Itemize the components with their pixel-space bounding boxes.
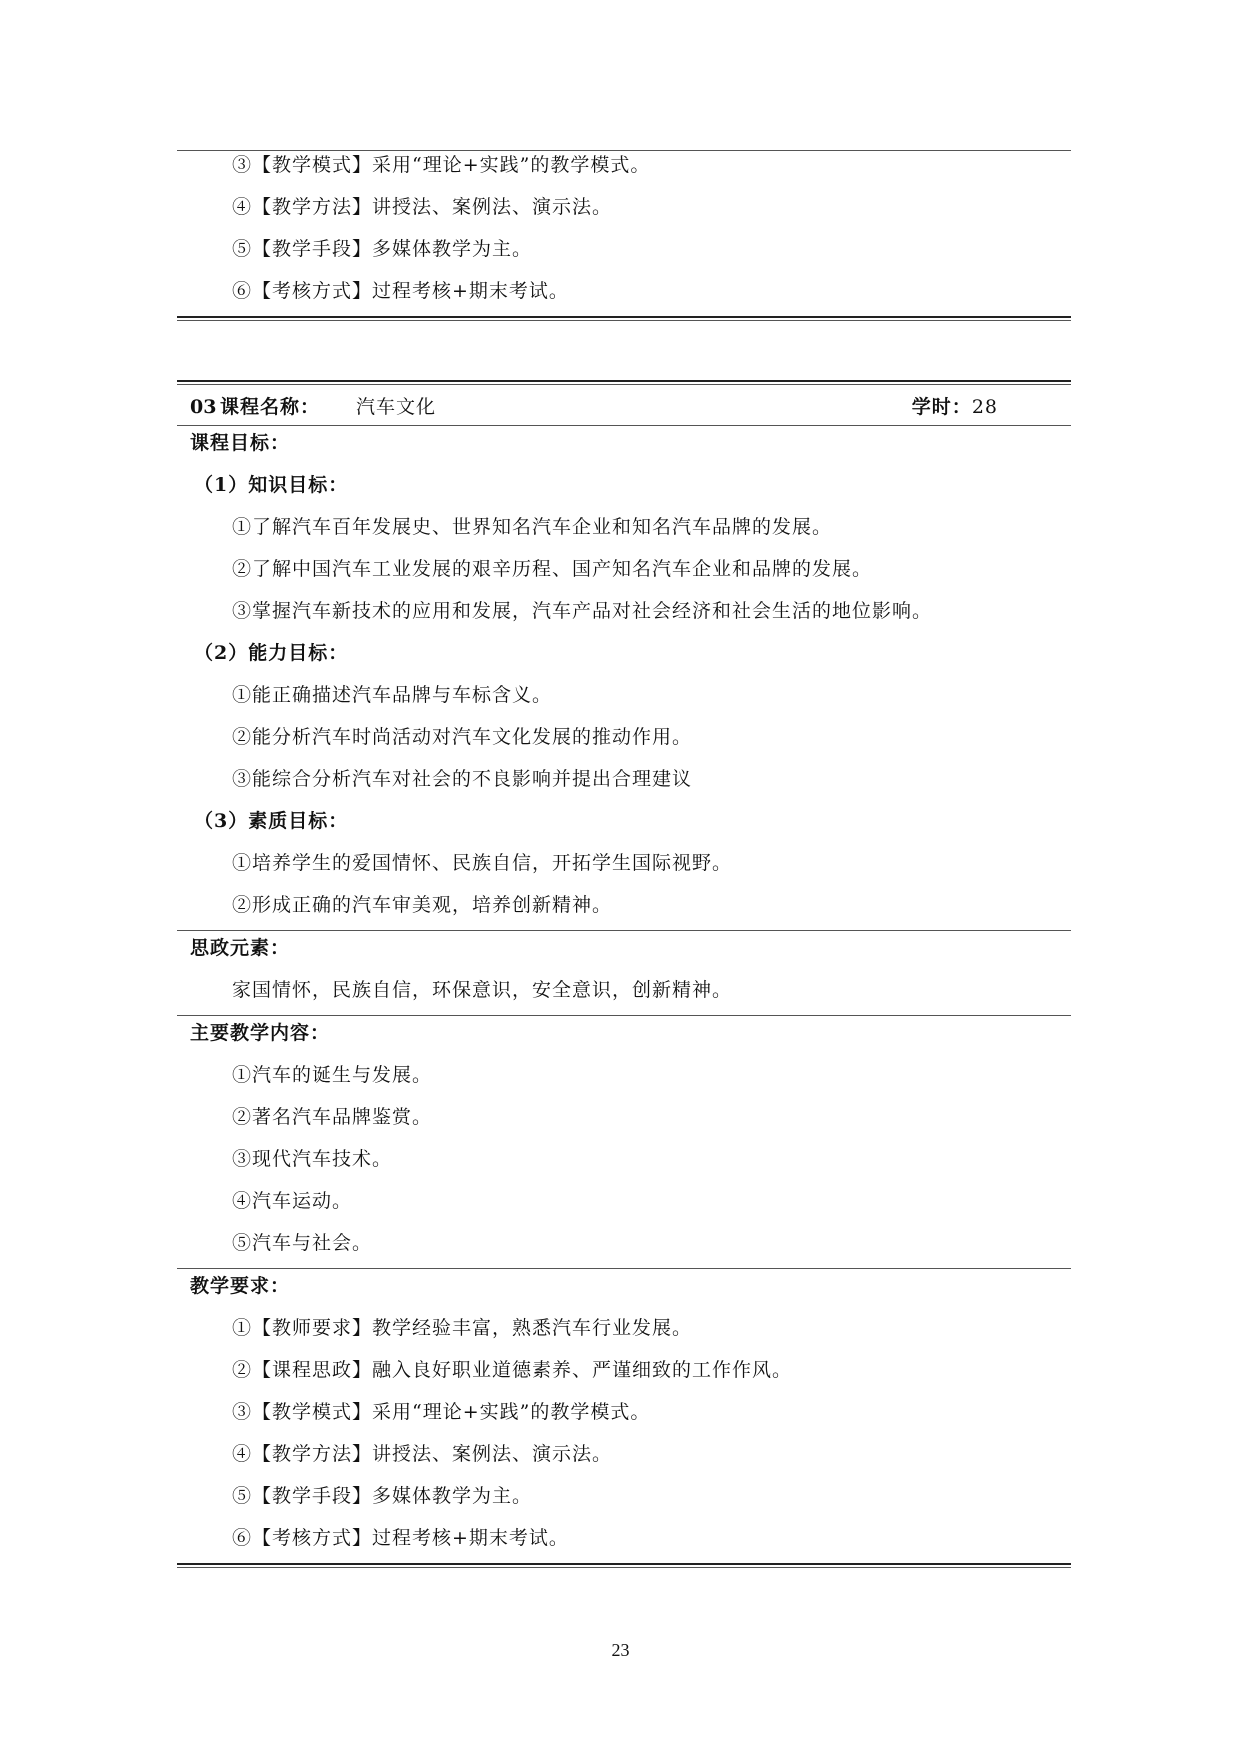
ability-item: ③能综合分析汽车对社会的不良影响并提出合理建议 xyxy=(232,768,693,790)
requirements-divider xyxy=(177,1268,1071,1269)
requirements-heading: 教学要求： xyxy=(190,1275,291,1297)
goals-heading: 课程目标： xyxy=(190,432,291,454)
title-divider xyxy=(177,425,1071,426)
course-name: 汽车文化 xyxy=(356,396,437,418)
content-divider xyxy=(177,1015,1071,1016)
course-title-row xyxy=(190,392,1020,422)
content-item: ④汽车运动。 xyxy=(232,1190,353,1212)
course-name-label: 课程名称： xyxy=(220,396,321,418)
ability-heading: （2）能力目标： xyxy=(194,642,349,664)
ideology-heading: 思政元素： xyxy=(190,937,291,959)
course-number: 03 xyxy=(190,396,217,418)
course-end-rule-inner xyxy=(177,1567,1071,1568)
course-hours xyxy=(912,392,998,422)
course-top-rule-inner xyxy=(177,384,1071,385)
ideology-divider xyxy=(177,930,1071,931)
section-end-rule xyxy=(177,316,1071,318)
requirement-item: ⑤【教学手段】多媒体教学为主。 xyxy=(232,1485,533,1507)
ideology-text: 家国情怀，民族自信，环保意识，安全意识，创新精神。 xyxy=(232,979,733,1001)
page-number: 23 xyxy=(611,1640,630,1660)
requirement-item: ④【教学方法】讲授法、案例法、演示法。 xyxy=(232,1443,613,1465)
knowledge-item: ③掌握汽车新技术的应用和发展，汽车产品对社会经济和社会生活的地位影响。 xyxy=(232,600,933,622)
content-item: ②著名汽车品牌鉴赏。 xyxy=(232,1106,433,1128)
content-item: ⑤汽车与社会。 xyxy=(232,1232,373,1254)
requirement-item: ⑥【考核方式】过程考核+期末考试。 xyxy=(232,1527,569,1549)
knowledge-item: ①了解汽车百年发展史、世界知名汽车企业和知名汽车品牌的发展。 xyxy=(232,516,833,538)
quality-heading: （3）素质目标： xyxy=(194,810,349,832)
prev-item: ④【教学方法】讲授法、案例法、演示法。 xyxy=(232,196,613,218)
ability-item: ①能正确描述汽车品牌与车标含义。 xyxy=(232,684,553,706)
hours-value: 28 xyxy=(971,396,998,418)
course-top-rule xyxy=(177,380,1071,382)
section-end-rule-inner xyxy=(177,320,1071,321)
top-divider xyxy=(177,150,1071,151)
requirement-item: ③【教学模式】采用“理论+实践”的教学模式。 xyxy=(232,1401,651,1423)
content-item: ①汽车的诞生与发展。 xyxy=(232,1064,433,1086)
content-item: ③现代汽车技术。 xyxy=(232,1148,393,1170)
ability-item: ②能分析汽车时尚活动对汽车文化发展的推动作用。 xyxy=(232,726,693,748)
quality-item: ①培养学生的爱国情怀、民族自信，开拓学生国际视野。 xyxy=(232,852,733,874)
knowledge-heading: （1）知识目标： xyxy=(194,474,349,496)
quality-item: ②形成正确的汽车审美观，培养创新精神。 xyxy=(232,894,613,916)
knowledge-item: ②了解中国汽车工业发展的艰辛历程、国产知名汽车企业和品牌的发展。 xyxy=(232,558,873,580)
prev-item: ⑥【考核方式】过程考核+期末考试。 xyxy=(232,280,569,302)
prev-item: ③【教学模式】采用“理论+实践”的教学模式。 xyxy=(232,154,651,176)
content-heading: 主要教学内容： xyxy=(190,1022,331,1044)
hours-label: 学时： xyxy=(911,396,972,418)
course-end-rule xyxy=(177,1563,1071,1565)
requirement-item: ②【课程思政】融入良好职业道德素养、严谨细致的工作作风。 xyxy=(232,1359,793,1381)
prev-item: ⑤【教学手段】多媒体教学为主。 xyxy=(232,238,533,260)
requirement-item: ①【教师要求】教学经验丰富，熟悉汽车行业发展。 xyxy=(232,1317,693,1339)
